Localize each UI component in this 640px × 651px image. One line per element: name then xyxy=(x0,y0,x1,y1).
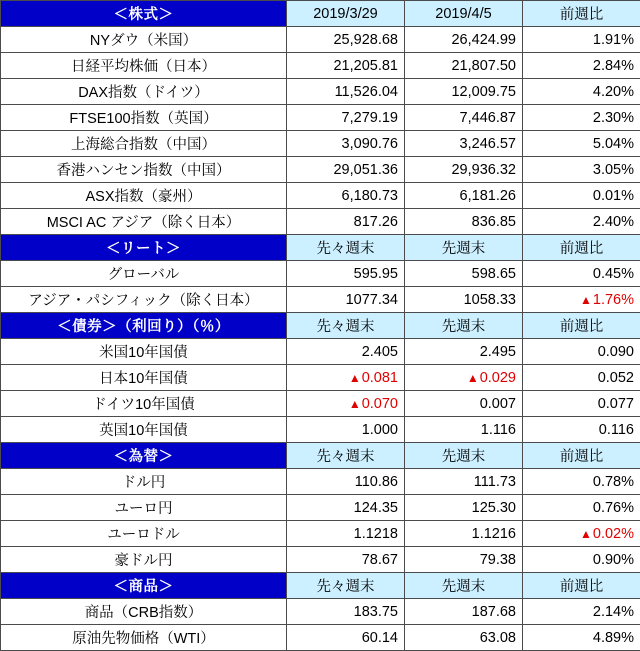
cell-value-3: 0.090 xyxy=(523,339,640,365)
table-row xyxy=(1,53,640,79)
section-title: ＜株式＞ xyxy=(1,1,287,27)
cell-value-1 xyxy=(287,365,405,391)
table-row xyxy=(1,469,640,495)
row-label: 原油先物価格（WTI） xyxy=(1,625,287,651)
table-row xyxy=(1,27,640,53)
section-title: ＜商品＞ xyxy=(1,573,287,599)
section-title: ＜リート＞ xyxy=(1,235,287,261)
section-header-row xyxy=(1,1,640,27)
row-label: 米国10年国債 xyxy=(1,339,287,365)
cell-value-1: 25,928.68 xyxy=(287,27,405,53)
down-triangle-icon: ▲ xyxy=(349,397,361,411)
cell-value-2: 111.73 xyxy=(405,469,523,495)
cell-value-1: 817.26 xyxy=(287,209,405,235)
row-label: ユーロ円 xyxy=(1,495,287,521)
cell-value-3 xyxy=(523,521,640,547)
row-label: ドル円 xyxy=(1,469,287,495)
cell-value-2: 187.68 xyxy=(405,599,523,625)
cell-value-2: 1.1216 xyxy=(405,521,523,547)
column-header-1: 先々週末 xyxy=(287,443,405,469)
cell-value-3: 0.077 xyxy=(523,391,640,417)
table-row xyxy=(1,131,640,157)
row-label: 日経平均株価（日本） xyxy=(1,53,287,79)
row-label: MSCI AC アジア（除く日本） xyxy=(1,209,287,235)
cell-value-1: 7,279.19 xyxy=(287,105,405,131)
row-label: グローバル xyxy=(1,261,287,287)
column-header-1: 先々週末 xyxy=(287,573,405,599)
column-header-3: 前週比 xyxy=(523,1,640,27)
cell-value-1 xyxy=(287,391,405,417)
cell-number: 1.76% xyxy=(593,292,634,308)
column-header-2: 先週末 xyxy=(405,573,523,599)
cell-value-1: 183.75 xyxy=(287,599,405,625)
row-label: 豪ドル円 xyxy=(1,547,287,573)
section-header-row xyxy=(1,313,640,339)
row-label: ドイツ10年国債 xyxy=(1,391,287,417)
cell-value-3: 0.76% xyxy=(523,495,640,521)
cell-value-2: 6,181.26 xyxy=(405,183,523,209)
cell-value-3: 1.91% xyxy=(523,27,640,53)
cell-value-2: 125.30 xyxy=(405,495,523,521)
table-row xyxy=(1,157,640,183)
cell-value-2: 3,246.57 xyxy=(405,131,523,157)
table-row xyxy=(1,417,640,443)
cell-value-2 xyxy=(405,365,523,391)
section-title: ＜為替＞ xyxy=(1,443,287,469)
cell-value-2: 598.65 xyxy=(405,261,523,287)
row-label: 日本10年国債 xyxy=(1,365,287,391)
row-label: 香港ハンセン指数（中国） xyxy=(1,157,287,183)
table-row xyxy=(1,495,640,521)
row-label: アジア・パシフィック（除く日本） xyxy=(1,287,287,313)
row-label: NYダウ（米国） xyxy=(1,27,287,53)
column-header-3: 前週比 xyxy=(523,313,640,339)
cell-value-2: 836.85 xyxy=(405,209,523,235)
section-header-row xyxy=(1,443,640,469)
column-header-3: 前週比 xyxy=(523,443,640,469)
table-row xyxy=(1,183,640,209)
cell-value-2: 29,936.32 xyxy=(405,157,523,183)
cell-value-3: 4.20% xyxy=(523,79,640,105)
column-header-2: 先週末 xyxy=(405,443,523,469)
column-header-2: 2019/4/5 xyxy=(405,1,523,27)
table-row xyxy=(1,105,640,131)
cell-value-3: 0.78% xyxy=(523,469,640,495)
cell-value-2: 2.495 xyxy=(405,339,523,365)
section-title: ＜債券＞（利回り）（％） xyxy=(1,313,287,339)
section-header-row xyxy=(1,573,640,599)
down-triangle-icon: ▲ xyxy=(580,527,592,541)
row-label: 商品（CRB指数） xyxy=(1,599,287,625)
table-row xyxy=(1,261,640,287)
cell-value-3 xyxy=(523,287,640,313)
cell-number: 0.029 xyxy=(480,370,516,386)
cell-value-1: 6,180.73 xyxy=(287,183,405,209)
table-row xyxy=(1,391,640,417)
cell-value-3: 0.45% xyxy=(523,261,640,287)
cell-value-3: 2.84% xyxy=(523,53,640,79)
cell-value-2: 7,446.87 xyxy=(405,105,523,131)
table-row xyxy=(1,287,640,313)
row-label: 上海総合指数（中国） xyxy=(1,131,287,157)
column-header-2: 先週末 xyxy=(405,235,523,261)
cell-value-1: 78.67 xyxy=(287,547,405,573)
down-triangle-icon: ▲ xyxy=(580,293,592,307)
cell-value-3: 3.05% xyxy=(523,157,640,183)
cell-value-1: 11,526.04 xyxy=(287,79,405,105)
cell-value-3: 0.052 xyxy=(523,365,640,391)
table-row xyxy=(1,521,640,547)
column-header-3: 前週比 xyxy=(523,573,640,599)
cell-value-3: 0.01% xyxy=(523,183,640,209)
cell-value-2: 21,807.50 xyxy=(405,53,523,79)
cell-value-2: 26,424.99 xyxy=(405,27,523,53)
cell-value-1: 21,205.81 xyxy=(287,53,405,79)
cell-value-1: 60.14 xyxy=(287,625,405,651)
row-label: ASX指数（豪州） xyxy=(1,183,287,209)
cell-value-1: 595.95 xyxy=(287,261,405,287)
cell-value-2: 1058.33 xyxy=(405,287,523,313)
cell-value-2: 0.007 xyxy=(405,391,523,417)
row-label: 英国10年国債 xyxy=(1,417,287,443)
table-row xyxy=(1,79,640,105)
cell-value-1: 110.86 xyxy=(287,469,405,495)
section-header-row xyxy=(1,235,640,261)
cell-value-3: 0.116 xyxy=(523,417,640,443)
row-label: FTSE100指数（英国） xyxy=(1,105,287,131)
cell-value-1: 2.405 xyxy=(287,339,405,365)
column-header-3: 前週比 xyxy=(523,235,640,261)
cell-value-1: 29,051.36 xyxy=(287,157,405,183)
table-row xyxy=(1,625,640,651)
cell-value-1: 3,090.76 xyxy=(287,131,405,157)
column-header-2: 先週末 xyxy=(405,313,523,339)
column-header-1: 先々週末 xyxy=(287,313,405,339)
row-label: ユーロドル xyxy=(1,521,287,547)
cell-value-3: 0.90% xyxy=(523,547,640,573)
down-triangle-icon: ▲ xyxy=(467,371,479,385)
cell-number: 0.081 xyxy=(362,370,398,386)
table-row xyxy=(1,547,640,573)
cell-value-1: 1.000 xyxy=(287,417,405,443)
cell-value-1: 1.1218 xyxy=(287,521,405,547)
cell-value-3: 2.40% xyxy=(523,209,640,235)
cell-number: 0.02% xyxy=(593,526,634,542)
cell-value-1: 1077.34 xyxy=(287,287,405,313)
table-row xyxy=(1,209,640,235)
cell-value-3: 2.30% xyxy=(523,105,640,131)
table-body xyxy=(1,1,640,651)
table-row xyxy=(1,365,640,391)
column-header-1: 2019/3/29 xyxy=(287,1,405,27)
column-header-1: 先々週末 xyxy=(287,235,405,261)
cell-value-3: 5.04% xyxy=(523,131,640,157)
row-label: DAX指数（ドイツ） xyxy=(1,79,287,105)
cell-number: 0.070 xyxy=(362,396,398,412)
table-row xyxy=(1,599,640,625)
table-row xyxy=(1,339,640,365)
cell-value-1: 124.35 xyxy=(287,495,405,521)
cell-value-3: 2.14% xyxy=(523,599,640,625)
cell-value-3: 4.89% xyxy=(523,625,640,651)
cell-value-2: 79.38 xyxy=(405,547,523,573)
cell-value-2: 63.08 xyxy=(405,625,523,651)
cell-value-2: 1.116 xyxy=(405,417,523,443)
cell-value-2: 12,009.75 xyxy=(405,79,523,105)
down-triangle-icon: ▲ xyxy=(349,371,361,385)
